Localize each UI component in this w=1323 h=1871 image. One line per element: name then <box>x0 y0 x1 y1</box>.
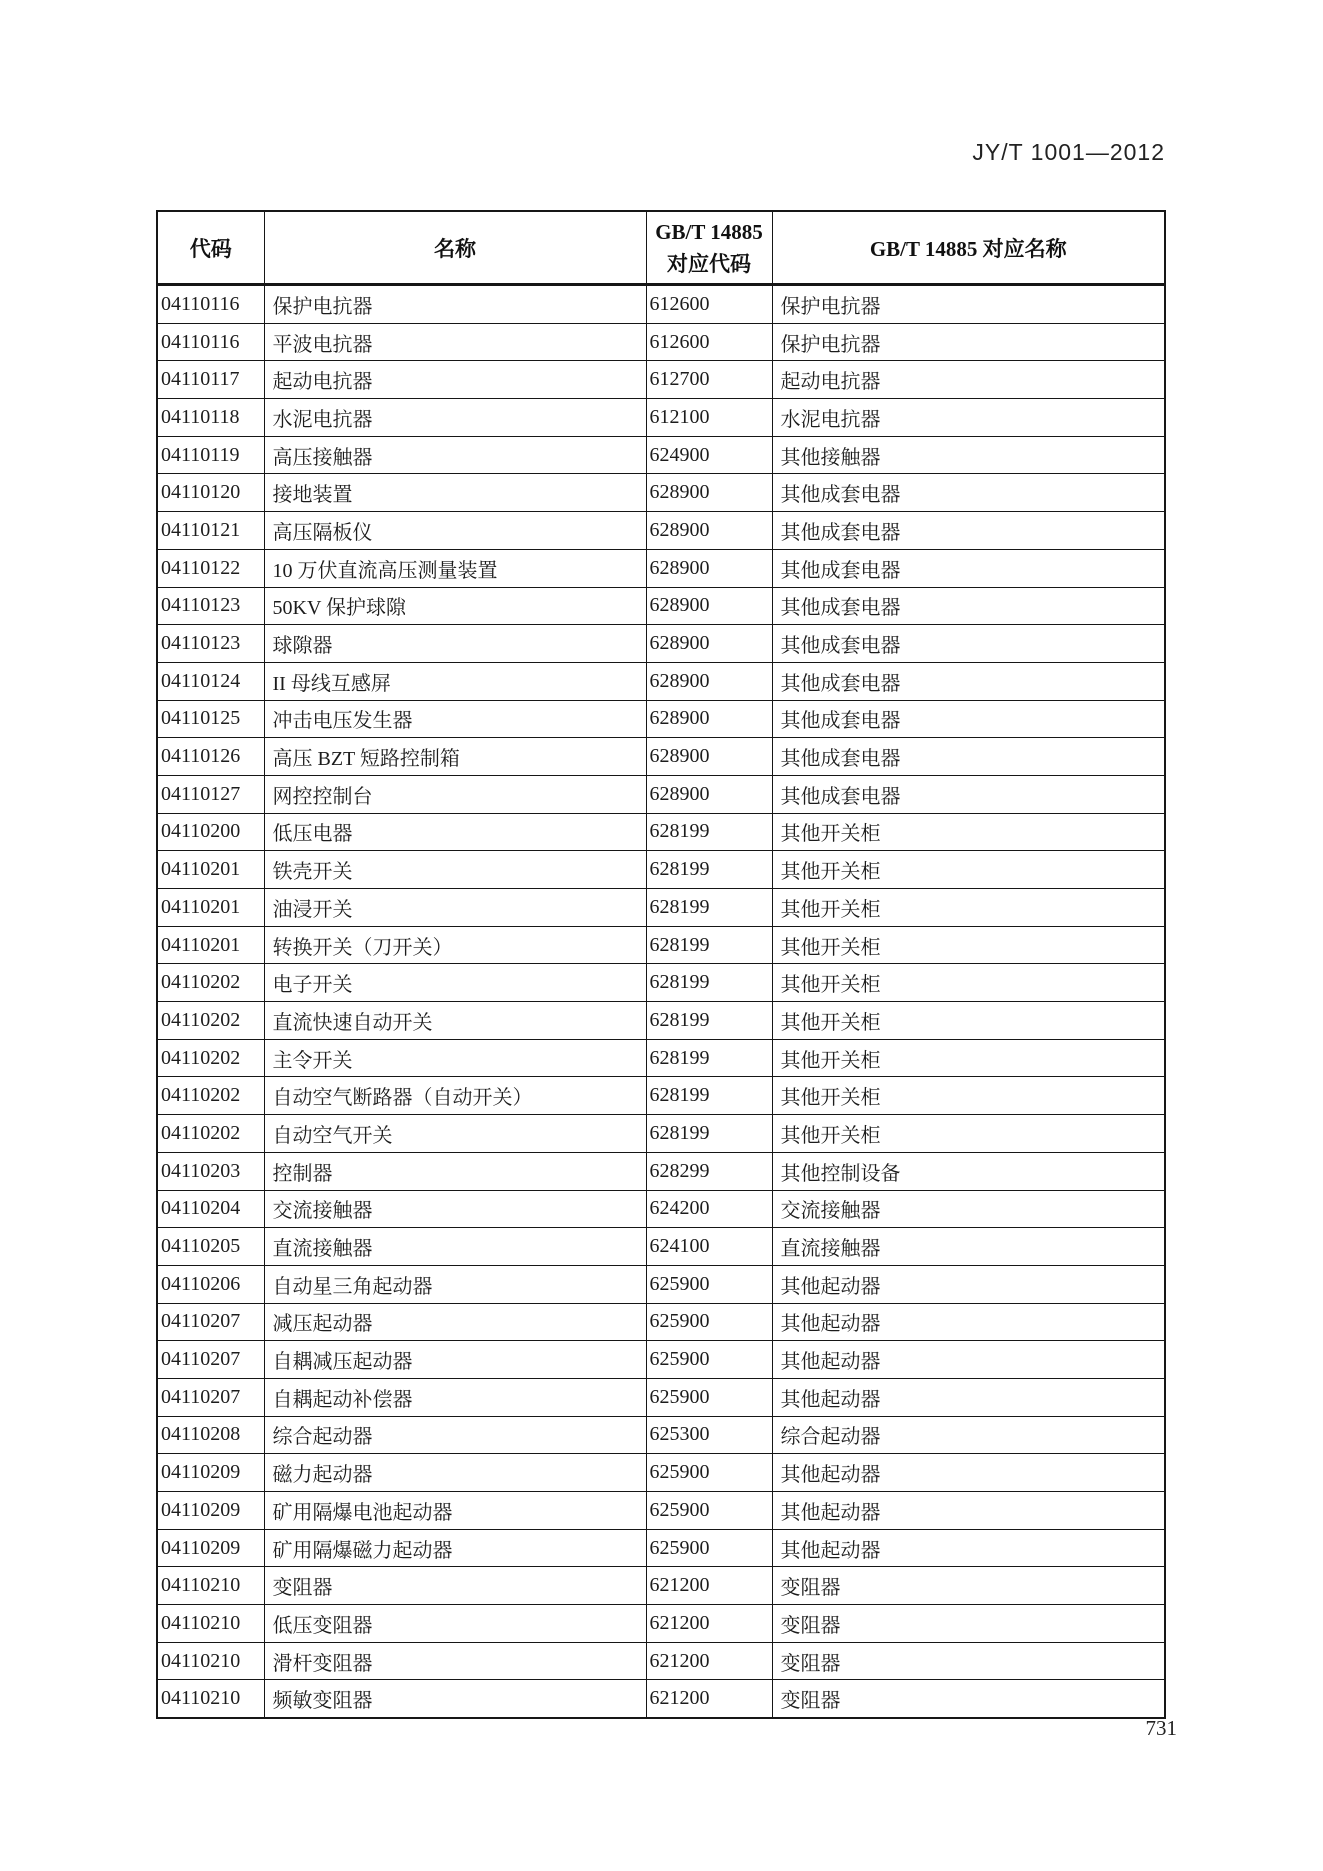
cell-gbt-name: 变阻器 <box>772 1680 1165 1718</box>
cell-gbt-name: 其他成套电器 <box>772 662 1165 700</box>
table-row <box>157 889 1165 927</box>
cell-gbt-code: 628900 <box>646 512 772 550</box>
cell-gbt-code: 621200 <box>646 1605 772 1643</box>
header-code: 代码 <box>157 211 264 285</box>
table-row <box>157 1680 1165 1718</box>
cell-gbt-code: 625900 <box>646 1454 772 1492</box>
cell-gbt-name: 其他成套电器 <box>772 738 1165 776</box>
cell-name: 50KV 保护球隙 <box>264 587 646 625</box>
table-row <box>157 1039 1165 1077</box>
cell-code: 04110116 <box>157 323 264 361</box>
cell-gbt-name: 其他开关柜 <box>772 851 1165 889</box>
cell-gbt-code: 628199 <box>646 1039 772 1077</box>
cell-gbt-code: 621200 <box>646 1567 772 1605</box>
table-row <box>157 926 1165 964</box>
table-row <box>157 1190 1165 1228</box>
cell-name: 水泥电抗器 <box>264 399 646 437</box>
table-row <box>157 851 1165 889</box>
cell-code: 04110210 <box>157 1642 264 1680</box>
cell-name: 转换开关（刀开关） <box>264 926 646 964</box>
cell-gbt-code: 624200 <box>646 1190 772 1228</box>
cell-gbt-code: 628900 <box>646 549 772 587</box>
cell-code: 04110210 <box>157 1567 264 1605</box>
table-row <box>157 1077 1165 1115</box>
cell-name: 自耦起动补偿器 <box>264 1378 646 1416</box>
table-row <box>157 1416 1165 1454</box>
header-row <box>157 211 1165 285</box>
cell-gbt-name: 其他开关柜 <box>772 1039 1165 1077</box>
cell-name: 起动电抗器 <box>264 361 646 399</box>
cell-gbt-name: 其他开关柜 <box>772 1115 1165 1153</box>
cell-gbt-name: 水泥电抗器 <box>772 399 1165 437</box>
cell-code: 04110202 <box>157 1039 264 1077</box>
cell-name: 电子开关 <box>264 964 646 1002</box>
code-mapping-table <box>156 210 1166 1719</box>
cell-code: 04110209 <box>157 1492 264 1530</box>
cell-name: 矿用隔爆磁力起动器 <box>264 1529 646 1567</box>
cell-name: 交流接触器 <box>264 1190 646 1228</box>
cell-gbt-name: 其他开关柜 <box>772 1002 1165 1040</box>
table-row <box>157 1152 1165 1190</box>
cell-gbt-code: 628299 <box>646 1152 772 1190</box>
cell-gbt-name: 其他成套电器 <box>772 700 1165 738</box>
cell-code: 04110209 <box>157 1454 264 1492</box>
cell-code: 04110123 <box>157 587 264 625</box>
table-row <box>157 1378 1165 1416</box>
cell-code: 04110210 <box>157 1605 264 1643</box>
cell-gbt-code: 628199 <box>646 1115 772 1153</box>
cell-gbt-code: 628199 <box>646 813 772 851</box>
cell-name: II 母线互感屏 <box>264 662 646 700</box>
cell-gbt-name: 其他成套电器 <box>772 549 1165 587</box>
cell-gbt-name: 其他开关柜 <box>772 964 1165 1002</box>
cell-name: 自动星三角起动器 <box>264 1265 646 1303</box>
table-row <box>157 1115 1165 1153</box>
cell-name: 高压 BZT 短路控制箱 <box>264 738 646 776</box>
cell-code: 04110116 <box>157 285 264 324</box>
cell-name: 自动空气开关 <box>264 1115 646 1153</box>
cell-name: 减压起动器 <box>264 1303 646 1341</box>
table-row <box>157 1492 1165 1530</box>
cell-gbt-name: 变阻器 <box>772 1567 1165 1605</box>
cell-gbt-code: 625900 <box>646 1492 772 1530</box>
cell-gbt-code: 628900 <box>646 700 772 738</box>
cell-gbt-code: 621200 <box>646 1680 772 1718</box>
cell-name: 铁壳开关 <box>264 851 646 889</box>
cell-code: 04110202 <box>157 964 264 1002</box>
table-row <box>157 323 1165 361</box>
cell-name: 主令开关 <box>264 1039 646 1077</box>
cell-code: 04110126 <box>157 738 264 776</box>
cell-name: 网控控制台 <box>264 775 646 813</box>
cell-gbt-code: 628900 <box>646 662 772 700</box>
table-row <box>157 625 1165 663</box>
table-row <box>157 775 1165 813</box>
cell-code: 04110206 <box>157 1265 264 1303</box>
cell-gbt-name: 直流接触器 <box>772 1228 1165 1266</box>
cell-gbt-name: 其他开关柜 <box>772 889 1165 927</box>
table-row <box>157 1002 1165 1040</box>
cell-code: 04110118 <box>157 399 264 437</box>
cell-name: 低压变阻器 <box>264 1605 646 1643</box>
cell-gbt-name: 其他起动器 <box>772 1378 1165 1416</box>
table-row <box>157 1454 1165 1492</box>
cell-name: 滑杆变阻器 <box>264 1642 646 1680</box>
cell-code: 04110121 <box>157 512 264 550</box>
cell-gbt-code: 625300 <box>646 1416 772 1454</box>
cell-gbt-code: 628199 <box>646 1002 772 1040</box>
table-row <box>157 738 1165 776</box>
cell-gbt-name: 其他成套电器 <box>772 625 1165 663</box>
cell-name: 球隙器 <box>264 625 646 663</box>
table-row <box>157 1642 1165 1680</box>
cell-gbt-code: 621200 <box>646 1642 772 1680</box>
header-gbt-code-line1: GB/T 14885 <box>655 219 763 244</box>
cell-gbt-name: 其他成套电器 <box>772 587 1165 625</box>
table-row <box>157 512 1165 550</box>
header-gbt-code-line2: 对应代码 <box>667 251 751 276</box>
cell-code: 04110201 <box>157 926 264 964</box>
cell-gbt-code: 612600 <box>646 323 772 361</box>
cell-name: 低压电器 <box>264 813 646 851</box>
cell-code: 04110204 <box>157 1190 264 1228</box>
cell-name: 变阻器 <box>264 1567 646 1605</box>
cell-code: 04110202 <box>157 1077 264 1115</box>
cell-gbt-name: 其他起动器 <box>772 1341 1165 1379</box>
cell-gbt-code: 625900 <box>646 1378 772 1416</box>
cell-name: 直流接触器 <box>264 1228 646 1266</box>
table-row <box>157 662 1165 700</box>
cell-gbt-code: 612100 <box>646 399 772 437</box>
cell-gbt-code: 625900 <box>646 1529 772 1567</box>
cell-name: 10 万伏直流高压测量装置 <box>264 549 646 587</box>
cell-name: 高压接触器 <box>264 436 646 474</box>
cell-name: 自耦减压起动器 <box>264 1341 646 1379</box>
cell-gbt-code: 628199 <box>646 964 772 1002</box>
cell-gbt-name: 保护电抗器 <box>772 323 1165 361</box>
cell-gbt-name: 其他起动器 <box>772 1492 1165 1530</box>
cell-gbt-name: 其他起动器 <box>772 1265 1165 1303</box>
cell-code: 04110209 <box>157 1529 264 1567</box>
cell-gbt-code: 628900 <box>646 738 772 776</box>
cell-gbt-name: 其他控制设备 <box>772 1152 1165 1190</box>
cell-code: 04110120 <box>157 474 264 512</box>
cell-gbt-code: 628199 <box>646 926 772 964</box>
cell-gbt-name: 其他接触器 <box>772 436 1165 474</box>
table-row <box>157 813 1165 851</box>
header-gbt-name: GB/T 14885 对应名称 <box>772 211 1165 285</box>
header-gbt-code <box>646 211 772 285</box>
cell-gbt-name: 其他起动器 <box>772 1454 1165 1492</box>
cell-name: 直流快速自动开关 <box>264 1002 646 1040</box>
cell-code: 04110207 <box>157 1378 264 1416</box>
cell-gbt-name: 变阻器 <box>772 1605 1165 1643</box>
cell-gbt-code: 625900 <box>646 1341 772 1379</box>
cell-name: 接地装置 <box>264 474 646 512</box>
cell-gbt-code: 612700 <box>646 361 772 399</box>
cell-gbt-code: 628900 <box>646 625 772 663</box>
cell-name: 高压隔板仪 <box>264 512 646 550</box>
table-row <box>157 964 1165 1002</box>
table-row <box>157 587 1165 625</box>
cell-code: 04110201 <box>157 851 264 889</box>
cell-gbt-code: 628900 <box>646 474 772 512</box>
cell-code: 04110207 <box>157 1303 264 1341</box>
cell-gbt-name: 交流接触器 <box>772 1190 1165 1228</box>
cell-gbt-code: 625900 <box>646 1265 772 1303</box>
cell-gbt-name: 其他开关柜 <box>772 1077 1165 1115</box>
cell-gbt-code: 628900 <box>646 587 772 625</box>
cell-code: 04110203 <box>157 1152 264 1190</box>
cell-code: 04110124 <box>157 662 264 700</box>
cell-gbt-name: 其他成套电器 <box>772 474 1165 512</box>
cell-name: 自动空气断路器（自动开关） <box>264 1077 646 1115</box>
cell-code: 04110202 <box>157 1002 264 1040</box>
cell-code: 04110119 <box>157 436 264 474</box>
cell-code: 04110208 <box>157 1416 264 1454</box>
cell-name: 控制器 <box>264 1152 646 1190</box>
cell-code: 04110123 <box>157 625 264 663</box>
table-row <box>157 700 1165 738</box>
cell-gbt-name: 保护电抗器 <box>772 285 1165 324</box>
cell-code: 04110210 <box>157 1680 264 1718</box>
cell-name: 油浸开关 <box>264 889 646 927</box>
cell-gbt-name: 其他开关柜 <box>772 926 1165 964</box>
table-row <box>157 1529 1165 1567</box>
cell-name: 频敏变阻器 <box>264 1680 646 1718</box>
cell-gbt-code: 624100 <box>646 1228 772 1266</box>
cell-gbt-name: 其他成套电器 <box>772 512 1165 550</box>
cell-gbt-code: 624900 <box>646 436 772 474</box>
table-row <box>157 285 1165 324</box>
cell-gbt-code: 628199 <box>646 889 772 927</box>
standard-reference: JY/T 1001—2012 <box>972 139 1165 165</box>
cell-gbt-name: 其他开关柜 <box>772 813 1165 851</box>
cell-code: 04110201 <box>157 889 264 927</box>
cell-code: 04110117 <box>157 361 264 399</box>
cell-gbt-name: 变阻器 <box>772 1642 1165 1680</box>
cell-name: 冲击电压发生器 <box>264 700 646 738</box>
table-row <box>157 1265 1165 1303</box>
cell-name: 平波电抗器 <box>264 323 646 361</box>
cell-code: 04110127 <box>157 775 264 813</box>
cell-gbt-code: 625900 <box>646 1303 772 1341</box>
cell-gbt-name: 综合起动器 <box>772 1416 1165 1454</box>
cell-gbt-name: 起动电抗器 <box>772 361 1165 399</box>
table-row <box>157 474 1165 512</box>
cell-code: 04110122 <box>157 549 264 587</box>
cell-gbt-code: 628900 <box>646 775 772 813</box>
table-row <box>157 1303 1165 1341</box>
cell-code: 04110125 <box>157 700 264 738</box>
cell-gbt-name: 其他起动器 <box>772 1529 1165 1567</box>
cell-gbt-name: 其他起动器 <box>772 1303 1165 1341</box>
table-row <box>157 361 1165 399</box>
cell-gbt-name: 其他成套电器 <box>772 775 1165 813</box>
cell-name: 矿用隔爆电池起动器 <box>264 1492 646 1530</box>
header-name: 名称 <box>264 211 646 285</box>
cell-code: 04110200 <box>157 813 264 851</box>
cell-code: 04110207 <box>157 1341 264 1379</box>
cell-gbt-code: 612600 <box>646 285 772 324</box>
cell-name: 保护电抗器 <box>264 285 646 324</box>
table-row <box>157 1341 1165 1379</box>
cell-code: 04110205 <box>157 1228 264 1266</box>
cell-gbt-code: 628199 <box>646 851 772 889</box>
table-row <box>157 1605 1165 1643</box>
page-number: 731 <box>1145 1716 1177 1740</box>
table-row <box>157 1567 1165 1605</box>
table-row <box>157 1228 1165 1266</box>
cell-name: 磁力起动器 <box>264 1454 646 1492</box>
cell-name: 综合起动器 <box>264 1416 646 1454</box>
table-row <box>157 399 1165 437</box>
cell-gbt-code: 628199 <box>646 1077 772 1115</box>
cell-code: 04110202 <box>157 1115 264 1153</box>
table-row <box>157 549 1165 587</box>
table-row <box>157 436 1165 474</box>
